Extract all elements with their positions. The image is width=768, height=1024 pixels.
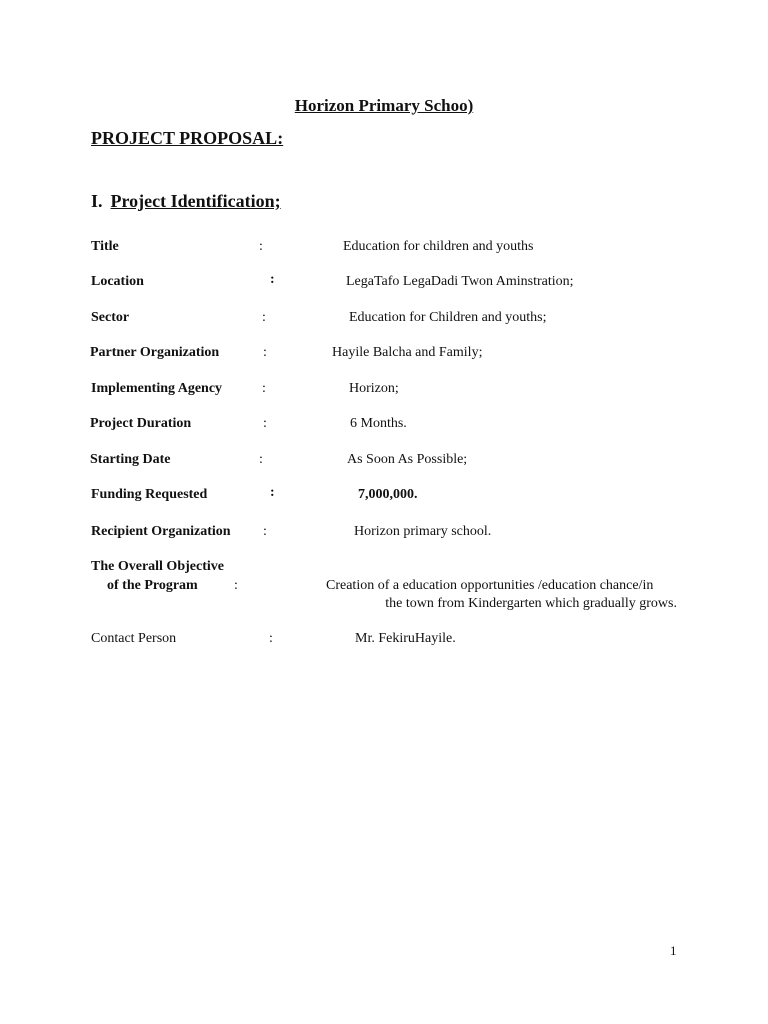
field-colon-implementing-agency: :	[262, 381, 266, 396]
field-label-location: Location	[91, 274, 144, 289]
field-label-project-duration: Project Duration	[90, 416, 192, 431]
field-label-recipient-organization: Recipient Organization	[91, 524, 231, 539]
field-value-partner-organization: Hayile Balcha and Family;	[332, 345, 483, 360]
field-value-starting-date: As Soon As Possible;	[347, 452, 468, 467]
field-value-title: Education for children and youths	[343, 239, 534, 254]
field-label-partner-organization: Partner Organization	[90, 345, 220, 360]
field-value-project-duration: 6 Months.	[350, 416, 407, 431]
field-label-starting-date: Starting Date	[90, 452, 171, 467]
field-colon-starting-date: :	[259, 452, 263, 467]
objective-label-line1: The Overall Objective	[91, 559, 224, 574]
field-colon-project-duration: :	[263, 416, 267, 431]
contact-value: Mr. FekiruHayile.	[355, 631, 456, 646]
section-number: I.	[91, 191, 103, 211]
field-colon-partner-organization: :	[263, 345, 267, 360]
objective-value-line2: the town from Kindergarten which gradually grows.	[385, 596, 677, 611]
field-colon-title: :	[259, 239, 263, 254]
contact-label: Contact Person	[91, 631, 177, 646]
objective-value-line1: Creation of a education opportunities /education chance/in	[326, 578, 654, 593]
school-title: Horizon Primary Schoo)	[294, 96, 474, 115]
field-label-title: Title	[91, 239, 119, 254]
field-colon-recipient-organization: :	[263, 524, 267, 539]
objective-label-line2: of the Program	[107, 578, 198, 593]
field-label-funding-requested: Funding Requested	[91, 487, 208, 502]
field-value-implementing-agency: Horizon;	[349, 381, 399, 396]
field-value-recipient-organization: Horizon primary school.	[354, 524, 492, 539]
contact-colon: :	[269, 631, 273, 646]
field-colon-sector: :	[262, 310, 266, 325]
objective-colon: :	[234, 578, 238, 593]
field-value-sector: Education for Children and youths;	[349, 310, 547, 325]
page-number: 1	[670, 943, 677, 958]
field-label-sector: Sector	[91, 310, 130, 325]
proposal-title: PROJECT PROPOSAL:	[91, 128, 284, 148]
field-label-implementing-agency: Implementing Agency	[91, 381, 223, 396]
field-value-location: LegaTafo LegaDadi Twon Aminstration;	[346, 274, 574, 289]
field-value-funding-requested: 7,000,000.	[358, 487, 418, 502]
field-colon-funding-requested: :	[270, 485, 275, 500]
field-colon-location: :	[270, 272, 275, 287]
section-heading	[91, 191, 281, 212]
section-title: Project Identification;	[110, 191, 281, 211]
